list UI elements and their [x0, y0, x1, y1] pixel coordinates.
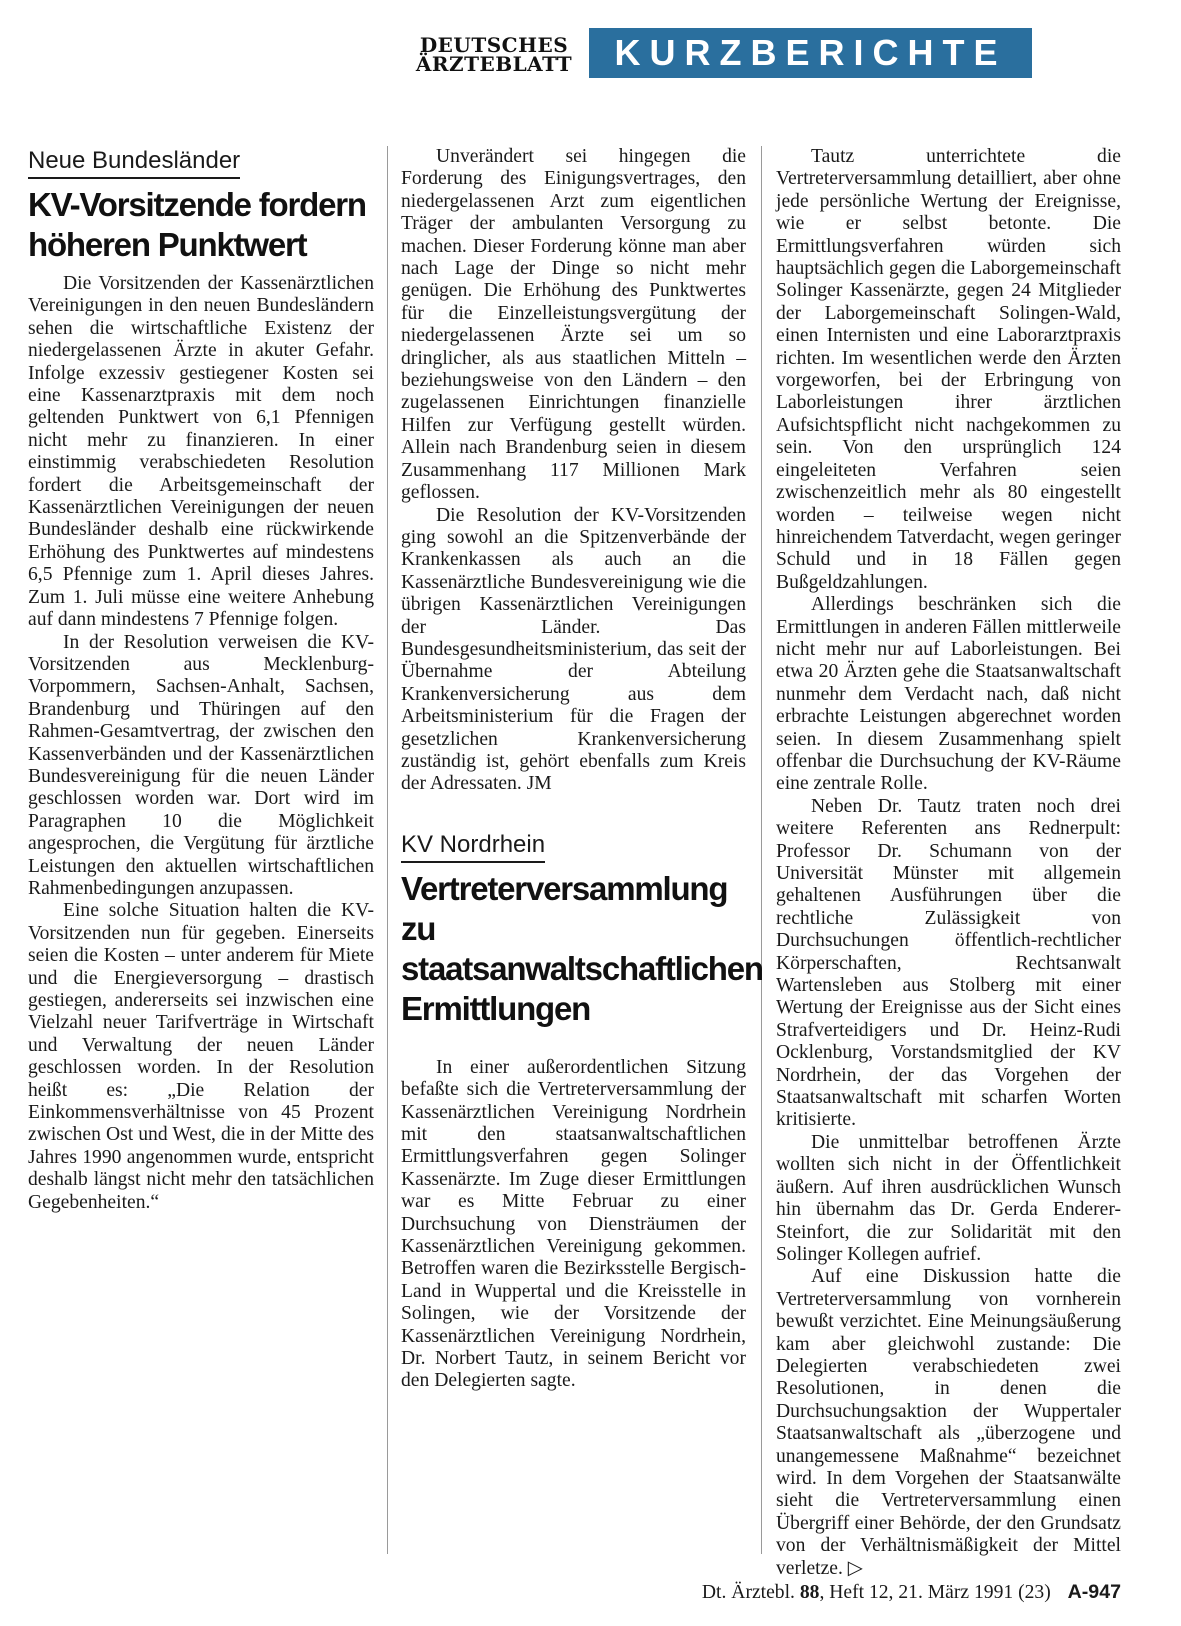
- paragraph: In der Resolution verweisen die KV-Vorsitzenden aus Mecklenburg-Vorpommern, Sachsen-Anhalt, Sachsen, Brandenburg und Thüringen auf den Rahmen-Gesamtvertrag, der zwischen den Kassenverbänden und der Kassenärztlichen Bundesvereinigung für die neuen Länder geschlossen worden war. Dort wird im Paragraphen 10 die Möglichkeit angesprochen, die Vergütung für ärztliche Leistungen den aktuellen wirtschaftlichen Rahmenbedingungen anzupassen.: [28, 631, 374, 899]
- paragraph: Eine solche Situation halten die KV-Vorsitzenden nun für gegeben. Einerseits seien die Kosten – unter anderem für Miete und die Energieversorgung – drastisch gestiegen, andererseits sei inzwischen eine Vielzahl neuer Tarifverträge in Wirtschaft und Verwaltung der neuen Länder geschlossen worden. In der Resolution heißt es: „Die Relation der Einkommensverhältnisse von 45 Prozent zwischen Ost und West, die in der Mitte des Jahres 1990 angenommen wurde, entspricht deshalb längst nicht mehr den tatsächlichen Gegebenheiten.“: [28, 900, 374, 1213]
- paragraph: Neben Dr. Tautz traten noch drei weitere Referenten ans Rednerpult: Professor Dr. Schumann von der Universität Münster mit allgemein gehaltenen Ausführungen über die rechtliche Zulässigkeit von Durchsuchungen öffentlich-rechtlicher Körperschaften, Rechtsanwalt Wartensleben aus Stolberg mit einer Wertung der Ereignisse aus der Sicht eines Strafverteidigers und Dr. Heinz-Rudi Ocklenburg, Vorstandsmitglied der KV Nordrhein, der das Vorgehen der Staatsanwaltschaft mit scharfen Worten kritisierte.: [776, 795, 1121, 1131]
- journal-abbrev: Dt. Ärztebl.: [701, 1582, 800, 1603]
- paragraph: Allerdings beschränken sich die Ermittlungen in anderen Fällen mittlerweile nicht mehr nur auf Laborleistungen. Bei etwa 20 Ärzten gehe die Staatsanwaltschaft nunmehr dem Verdacht nach, daß nicht erbrachte Leistungen abgerechnet worden seien. In diesem Zusammenhang spielt offenbar die Durchsuchung der KV-Räume eine zentrale Rolle.: [776, 594, 1121, 795]
- article-headline: Vertreterversammlung zu staatsanwaltschaftlichen Ermittlungen: [401, 869, 763, 1027]
- logo-line-1: DEUTSCHES: [419, 33, 569, 57]
- paragraph: Auf eine Diskussion hatte die Vertreterversammlung von vornherein bewußt verzichtet. Eine Meinungsäußerung kam aber gleichwohl zustande: Die Delegierten verabschiedeten zwei Resolutionen, in denen die Durchsuchungsaktion der Wuppertaler Staatsanwaltschaft als „überzogene und unangemessene Maßnahme“ bezeichnet wird. In dem Vorgehen der Staatsanwälte sieht die Vertreterversammlung einen Übergriff einer Behörde, der den Grundsatz von der Verhältnismäßigkeit der Mittel verletze. ▷: [776, 1266, 1121, 1579]
- paragraph: In einer außerordentlichen Sitzung befaßte sich die Vertreterversammlung der Kassenärztlichen Vereinigung Nordrhein mit den staatsanwaltschaftlichen Ermittlungsverfahren gegen Solinger Kassenärzte. Im Zuge dieser Ermittlungen war es Mitte Februar zu einer Durchsuchung von Diensträumen der Kassenärztlichen Vereinigung gekommen. Betroffen waren die Bezirksstelle Bergisch-Land in Wuppertal und die Kreisstelle in Solingen, wie der Vorsitzende der Kassenärztlichen Vereinigung Nordrhein, Dr. Norbert Tautz, in seinem Bericht vor den Delegierten sagte.: [401, 1056, 746, 1392]
- text-column-3: [776, 146, 1121, 1580]
- section-label: KV Nordrhein: [401, 830, 545, 863]
- volume-number: 88: [799, 1582, 820, 1603]
- paragraph: Die unmittelbar betroffenen Ärzte wollten sich nicht in der Öffentlichkeit äußern. Auf ihren ausdrücklichen Wunsch hin übernahm das Dr. Gerda Enderer-Steinfort, die zur Solidarität mit den Solinger Kollegen aufrief.: [776, 1131, 1121, 1265]
- page-number: A-947: [1067, 1581, 1121, 1603]
- column-rule: [387, 146, 388, 1554]
- issue-date: , Heft 12, 21. März 1991 (23): [819, 1582, 1051, 1603]
- paragraph: Die Vorsitzenden der Kassenärztlichen Vereinigungen in den neuen Bundesländern sehen die wirtschaftliche Existenz der niedergelassenen Ärzte in akuter Gefahr. Infolge exzessiv gestiegener Kosten sei eine Kassenarztpraxis mit dem noch geltenden Punktwert von 6,1 Pfennigen nicht mehr zu finanzieren. In einer einstimmig verabschiedeten Resolution fordert die Arbeitsgemeinschaft der Kassenärztlichen Vereinigungen der neuen Bundesländer deshalb eine rückwirkende Erhöhung des Punktwertes auf mindestens 6,5 Pfennige zum 1. April dieses Jahres. Zum 1. Juli müsse eine weitere Anhebung auf dann mindestens 7 Pfennige folgen.: [28, 273, 374, 631]
- column-rule: [761, 146, 762, 1554]
- paragraph: Tautz unterrichtete die Vertreterversammlung detailliert, aber ohne jede persönliche Wertung der Ereignisse, wie er selbst betonte. Die Ermittlungsverfahren würden sich hauptsächlich gegen die Laborgemeinschaft Solinger Kassenärzte, gegen 24 Mitglieder der Laborgemeinschaft Solingen-Wald, einen Internisten und eine Laborarztpraxis richten. Im wesentlichen werde den Ärzten vorgeworfen, bei der Erbringung von Laborleistungen ihrer ärztlichen Aufsichtspflicht nicht nachgekommen zu sein. Von den ursprünglich 124 eingeleiteten Verfahren seien zwischenzeitlich mehr als 80 eingestellt worden – teilweise wegen nicht hinreichendem Tatverdacht, wegen geringer Schuld und in 18 Fällen gegen Bußgeldzahlungen.: [776, 146, 1121, 593]
- article-headline: KV-Vorsitzende fordern höheren Punktwert: [28, 186, 366, 263]
- text-column-1: [28, 146, 374, 1214]
- paragraph: Unverändert sei hingegen die Forderung des Einigungsvertrages, den niedergelassenen Arzt zum eigentlichen Träger der ambulanten Versorgung zu machen. Dieser Forderung könne man aber nach Lage der Dinge so nicht mehr genügen. Die Erhöhung des Punktwertes für die Einzelleistungsvergütung der niedergelassenen Ärzte sei um so dringlicher, als aus staatlichen Mitteln – beziehungsweise von den Ländern – den zugelassenen Einrichtungen finanzielle Hilfen zur Verfügung gestellt würden. Allein nach Brandenburg seien in diesem Zusammenhang 117 Millionen Mark geflossen.: [401, 146, 746, 504]
- text-column-2: [401, 146, 763, 1393]
- section-banner: KURZBERICHTE: [589, 28, 1032, 78]
- paragraph: Die Resolution der KV-Vorsitzenden ging sowohl an die Spitzenverbände der Krankenkassen als auch an die Kassenärztliche Bundesvereinigung wie die übrigen Kassenärztlichen Vereinigungen der Länder. Das Bundesgesundheitsministerium, das seit der Übernahme der Abteilung Krankenversicherung aus dem Arbeitsministerium für die Fragen der gesetzlichen Krankenversicherung zuständig ist, gehört ebenfalls zum Kreis der Adressaten. JM: [401, 504, 746, 795]
- logo-line-2: ÄRZTEBLATT: [415, 52, 573, 76]
- section-label: Neue Bundesländer: [28, 146, 240, 179]
- masthead-logo: [404, 33, 584, 76]
- page-footer: [702, 1580, 1121, 1605]
